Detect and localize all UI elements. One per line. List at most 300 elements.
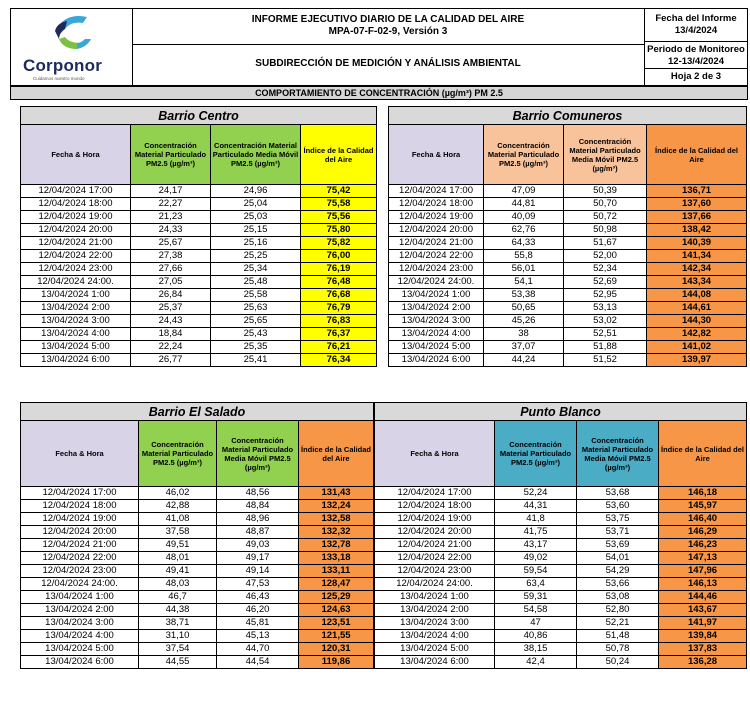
cell-datetime: 12/04/2024 24:00. [389,276,484,289]
cell-mobile: 50,98 [564,224,647,237]
cell-conc: 49,41 [139,565,217,578]
gap-cell [377,107,389,125]
cell-datetime: 12/04/2024 23:00 [389,263,484,276]
col-mobile: Concentración Material Particulado Media Móvil PM2.5 (µg/m³) [217,421,299,487]
cell-conc: 54,58 [495,604,577,617]
cell-mobile: 48,96 [217,513,299,526]
cell-index: 147,96 [659,565,747,578]
cell-datetime: 12/04/2024 19:00 [375,513,495,526]
cell-conc: 25,37 [131,302,211,315]
cell-datetime: 12/04/2024 20:00 [375,526,495,539]
cell-index: 143,67 [659,604,747,617]
cell-datetime: 13/04/2024 3:00 [21,617,139,630]
gap-cell [377,276,389,289]
section-title: COMPORTAMIENTO DE CONCENTRACIÓN (µg/m³) PM 2.5 [10,86,748,100]
cell-index: 145,97 [659,500,747,513]
cell-mobile: 52,69 [564,276,647,289]
table-row [21,198,747,211]
cell-index: 141,34 [647,250,747,263]
cell-conc: 27,05 [131,276,211,289]
gap-cell [377,211,389,224]
cell-index: 144,46 [659,591,747,604]
gap-cell [377,341,389,354]
cell-conc: 40,86 [495,630,577,643]
cell-index: 132,78 [299,539,374,552]
col-datetime: Fecha & Hora [389,125,484,185]
cell-conc: 44,24 [484,354,564,367]
col-datetime: Fecha & Hora [21,421,139,487]
cell-datetime: 13/04/2024 2:00 [21,302,131,315]
cell-datetime: 12/04/2024 23:00 [21,565,139,578]
cell-index: 142,34 [647,263,747,276]
report-code: MPA-07-F-02-9, Versión 3 [328,26,448,37]
gap-cell [377,263,389,276]
cell-conc: 38 [484,328,564,341]
cell-conc: 48,03 [139,578,217,591]
cell-conc: 62,76 [484,224,564,237]
table-row [21,604,747,617]
cell-conc: 64,33 [484,237,564,250]
cell-conc: 53,38 [484,289,564,302]
table-row [21,237,747,250]
cell-datetime: 12/04/2024 17:00 [375,487,495,500]
gap-cell [377,354,389,367]
cell-index: 128,47 [299,578,374,591]
cell-mobile: 49,14 [217,565,299,578]
cell-mobile: 48,84 [217,500,299,513]
cell-index: 136,71 [647,185,747,198]
cell-index: 76,19 [301,263,377,276]
cell-conc: 22,24 [131,341,211,354]
cell-mobile: 53,66 [577,578,659,591]
cell-datetime: 13/04/2024 1:00 [21,289,131,302]
cell-conc: 38,15 [495,643,577,656]
logo-cell [11,9,133,85]
cell-mobile: 52,21 [577,617,659,630]
cell-index: 76,83 [301,315,377,328]
cell-index: 76,37 [301,328,377,341]
cell-mobile: 54,01 [577,552,659,565]
cell-mobile: 44,54 [217,656,299,669]
cell-datetime: 13/04/2024 1:00 [389,289,484,302]
table-row [21,656,747,669]
cell-datetime: 12/04/2024 18:00 [375,500,495,513]
cell-datetime: 12/04/2024 24:00. [21,578,139,591]
cell-mobile: 46,43 [217,591,299,604]
cell-index: 147,13 [659,552,747,565]
cell-index: 76,34 [301,354,377,367]
cell-mobile: 53,02 [564,315,647,328]
cell-conc: 37,07 [484,341,564,354]
cell-mobile: 51,67 [564,237,647,250]
cell-conc: 37,58 [139,526,217,539]
cell-mobile: 53,08 [577,591,659,604]
cell-mobile: 50,70 [564,198,647,211]
report-title-cell [132,9,645,45]
cell-index: 123,51 [299,617,374,630]
top-stations-table [20,106,747,367]
report-title: INFORME EJECUTIVO DIARIO DE LA CALIDAD DEL AIRE [251,14,525,25]
cell-datetime: 12/04/2024 17:00 [21,487,139,500]
cell-conc: 49,51 [139,539,217,552]
cell-conc: 38,71 [139,617,217,630]
cell-index: 75,56 [301,211,377,224]
cell-mobile: 50,78 [577,643,659,656]
cell-conc: 63,4 [495,578,577,591]
cell-mobile: 51,48 [577,630,659,643]
cell-index: 76,79 [301,302,377,315]
report-header [10,8,748,86]
cell-conc: 27,66 [131,263,211,276]
cell-conc: 48,01 [139,552,217,565]
cell-datetime: 12/04/2024 22:00 [389,250,484,263]
cell-mobile: 53,13 [564,302,647,315]
cell-index: 141,02 [647,341,747,354]
cell-index: 146,18 [659,487,747,500]
cell-index: 132,58 [299,513,374,526]
cell-mobile: 24,96 [211,185,301,198]
cell-index: 146,13 [659,578,747,591]
table-row [21,513,747,526]
cell-conc: 26,84 [131,289,211,302]
cell-mobile: 51,52 [564,354,647,367]
cell-conc: 24,17 [131,185,211,198]
cell-index: 137,66 [647,211,747,224]
cell-index: 76,21 [301,341,377,354]
cell-datetime: 12/04/2024 22:00 [21,250,131,263]
cell-datetime: 12/04/2024 21:00 [21,237,131,250]
cell-index: 125,29 [299,591,374,604]
table-row [21,224,747,237]
cell-mobile: 53,71 [577,526,659,539]
cell-mobile: 52,51 [564,328,647,341]
cell-index: 131,43 [299,487,374,500]
cell-datetime: 12/04/2024 21:00 [389,237,484,250]
cell-mobile: 48,56 [217,487,299,500]
cell-mobile: 53,68 [577,487,659,500]
cell-datetime: 12/04/2024 17:00 [21,185,131,198]
cell-conc: 25,67 [131,237,211,250]
cell-conc: 44,81 [484,198,564,211]
report-date-label: Fecha del Informe [655,13,737,24]
cell-mobile: 25,48 [211,276,301,289]
cell-datetime: 13/04/2024 3:00 [389,315,484,328]
gap-cell [377,237,389,250]
cell-datetime: 12/04/2024 19:00 [389,211,484,224]
table-row [21,630,747,643]
gap-cell [377,185,389,198]
table-row [21,539,747,552]
cell-index: 75,58 [301,198,377,211]
table-row [21,565,747,578]
cell-conc: 54,1 [484,276,564,289]
cell-datetime: 13/04/2024 6:00 [21,656,139,669]
cell-datetime: 13/04/2024 4:00 [21,328,131,341]
col-index: Índice de la Calidad del Aire [301,125,377,185]
cell-index: 132,24 [299,500,374,513]
table-row [21,643,747,656]
cell-datetime: 12/04/2024 20:00 [21,224,131,237]
cell-datetime: 13/04/2024 6:00 [389,354,484,367]
cell-index: 76,48 [301,276,377,289]
cell-conc: 55,8 [484,250,564,263]
cell-datetime: 12/04/2024 20:00 [21,526,139,539]
cell-datetime: 13/04/2024 1:00 [21,591,139,604]
col-conc: Concentración Material Particulado PM2.5 (µg/m³) [495,421,577,487]
cell-mobile: 25,03 [211,211,301,224]
table-row [21,487,747,500]
cell-index: 121,55 [299,630,374,643]
org-tagline: Cuidamos nuestro mundo [33,76,85,81]
cell-conc: 21,23 [131,211,211,224]
table-row [21,211,747,224]
col-datetime: Fecha & Hora [375,421,495,487]
cell-index: 146,23 [659,539,747,552]
cell-index: 137,83 [659,643,747,656]
cell-datetime: 13/04/2024 4:00 [375,630,495,643]
cell-index: 143,34 [647,276,747,289]
cell-mobile: 50,39 [564,185,647,198]
cell-mobile: 25,34 [211,263,301,276]
cell-conc: 22,27 [131,198,211,211]
cell-conc: 46,02 [139,487,217,500]
cell-conc: 42,88 [139,500,217,513]
col-datetime: Fecha & Hora [21,125,131,185]
cell-mobile: 53,60 [577,500,659,513]
cell-datetime: 13/04/2024 4:00 [389,328,484,341]
station-title-comuneros: Barrio Comuneros [389,107,747,125]
cell-index: 146,29 [659,526,747,539]
cell-datetime: 12/04/2024 19:00 [21,211,131,224]
cell-conc: 41,08 [139,513,217,526]
cell-conc: 37,54 [139,643,217,656]
cell-datetime: 12/04/2024 22:00 [375,552,495,565]
cell-mobile: 46,20 [217,604,299,617]
cell-datetime: 12/04/2024 21:00 [21,539,139,552]
cell-datetime: 13/04/2024 5:00 [21,643,139,656]
cell-mobile: 45,13 [217,630,299,643]
cell-datetime: 12/04/2024 22:00 [21,552,139,565]
cell-mobile: 52,80 [577,604,659,617]
cell-datetime: 12/04/2024 23:00 [375,565,495,578]
cell-datetime: 13/04/2024 1:00 [375,591,495,604]
table-row [21,591,747,604]
table-row [21,289,747,302]
cell-mobile: 25,35 [211,341,301,354]
cell-datetime: 13/04/2024 6:00 [375,656,495,669]
table-row [21,302,747,315]
cell-mobile: 48,87 [217,526,299,539]
cell-mobile: 25,15 [211,224,301,237]
table-row [21,552,747,565]
col-mobile: Concentración Material Particulado Media Móvil PM2.5 (µg/m³) [211,125,301,185]
gap-cell [377,302,389,315]
cell-conc: 24,43 [131,315,211,328]
cell-mobile: 25,04 [211,198,301,211]
cell-datetime: 13/04/2024 6:00 [21,354,131,367]
cell-mobile: 25,65 [211,315,301,328]
cell-index: 140,39 [647,237,747,250]
cell-datetime: 12/04/2024 18:00 [21,500,139,513]
col-index: Índice de la Calidad del Aire [299,421,374,487]
cell-datetime: 13/04/2024 3:00 [21,315,131,328]
cell-mobile: 25,41 [211,354,301,367]
cell-conc: 41,75 [495,526,577,539]
cell-index: 119,86 [299,656,374,669]
gap-cell [377,289,389,302]
org-name: Corponor [23,56,103,75]
cell-index: 139,84 [659,630,747,643]
gap-cell [377,315,389,328]
cell-conc: 41,8 [495,513,577,526]
gap-cell [377,250,389,263]
table-row [21,578,747,591]
cell-conc: 27,38 [131,250,211,263]
cell-index: 76,00 [301,250,377,263]
subdirection: SUBDIRECCIÓN DE MEDICIÓN Y ANÁLISIS AMBIENTAL [132,45,645,85]
report-date-cell [645,9,747,42]
cell-datetime: 12/04/2024 18:00 [389,198,484,211]
bottom-stations-table [20,402,747,669]
cell-conc: 47,09 [484,185,564,198]
cell-conc: 42,4 [495,656,577,669]
table-row [21,328,747,341]
page-number: Hoja 2 de 3 [670,71,722,82]
cell-index: 75,82 [301,237,377,250]
cell-conc: 50,65 [484,302,564,315]
cell-index: 142,82 [647,328,747,341]
cell-datetime: 12/04/2024 17:00 [389,185,484,198]
cell-index: 124,63 [299,604,374,617]
col-conc: Concentración Material Particulado PM2.5 (µg/m³) [131,125,211,185]
cell-mobile: 25,58 [211,289,301,302]
station-title-centro: Barrio Centro [21,107,377,125]
cell-index: 138,42 [647,224,747,237]
table-row [21,263,747,276]
cell-mobile: 51,88 [564,341,647,354]
cell-conc: 59,54 [495,565,577,578]
cell-conc: 24,33 [131,224,211,237]
cell-mobile: 52,95 [564,289,647,302]
cell-conc: 44,31 [495,500,577,513]
cell-index: 144,30 [647,315,747,328]
cell-index: 75,80 [301,224,377,237]
gap-cell [377,198,389,211]
cell-index: 144,61 [647,302,747,315]
period-cell [645,42,747,69]
cell-index: 133,11 [299,565,374,578]
gap-cell [377,328,389,341]
cell-datetime: 12/04/2024 19:00 [21,513,139,526]
cell-datetime: 12/04/2024 18:00 [21,198,131,211]
cell-mobile: 49,03 [217,539,299,552]
cell-datetime: 13/04/2024 2:00 [389,302,484,315]
cell-conc: 40,09 [484,211,564,224]
cell-index: 132,32 [299,526,374,539]
cell-mobile: 25,25 [211,250,301,263]
report-date: 13/4/2024 [674,25,718,36]
table-row [21,526,747,539]
cell-conc: 59,31 [495,591,577,604]
cell-mobile: 25,43 [211,328,301,341]
cell-conc: 44,38 [139,604,217,617]
cell-mobile: 45,81 [217,617,299,630]
cell-mobile: 52,34 [564,263,647,276]
cell-index: 139,97 [647,354,747,367]
cell-index: 133,18 [299,552,374,565]
cell-datetime: 12/04/2024 24:00. [375,578,495,591]
cell-mobile: 47,53 [217,578,299,591]
cell-index: 76,68 [301,289,377,302]
cell-index: 120,31 [299,643,374,656]
cell-mobile: 50,72 [564,211,647,224]
cell-datetime: 12/04/2024 24:00. [21,276,131,289]
cell-conc: 26,77 [131,354,211,367]
station-title-salado: Barrio El Salado [21,403,374,421]
cell-conc: 44,55 [139,656,217,669]
cell-index: 136,28 [659,656,747,669]
cell-conc: 56,01 [484,263,564,276]
cell-datetime: 12/04/2024 23:00 [21,263,131,276]
table-row [21,276,747,289]
cell-conc: 49,02 [495,552,577,565]
table-row [21,354,747,367]
cell-index: 144,08 [647,289,747,302]
cell-datetime: 12/04/2024 21:00 [375,539,495,552]
cell-mobile: 53,75 [577,513,659,526]
cell-datetime: 13/04/2024 2:00 [21,604,139,617]
period-label: Periodo de Monitoreo [647,44,745,55]
cell-mobile: 54,29 [577,565,659,578]
cell-index: 146,40 [659,513,747,526]
table-row [21,250,747,263]
col-index: Índice de la Calidad del Aire [647,125,747,185]
cell-datetime: 13/04/2024 5:00 [21,341,131,354]
cell-datetime: 12/04/2024 20:00 [389,224,484,237]
cell-conc: 46,7 [139,591,217,604]
cell-datetime: 13/04/2024 5:00 [375,643,495,656]
cell-mobile: 53,69 [577,539,659,552]
cell-mobile: 49,17 [217,552,299,565]
cell-mobile: 50,24 [577,656,659,669]
cell-mobile: 52,00 [564,250,647,263]
table-row [21,315,747,328]
table-row [21,341,747,354]
cell-mobile: 25,16 [211,237,301,250]
col-conc: Concentración Material Particulado PM2.5 (µg/m³) [139,421,217,487]
cell-datetime: 13/04/2024 4:00 [21,630,139,643]
gap-cell [377,125,389,185]
cell-conc: 18,84 [131,328,211,341]
table-row [21,185,747,198]
col-index: Índice de la Calidad del Aire [659,421,747,487]
cell-datetime: 13/04/2024 2:00 [375,604,495,617]
cell-conc: 43,17 [495,539,577,552]
cell-mobile: 44,70 [217,643,299,656]
table-row [21,617,747,630]
table-row [21,500,747,513]
cell-conc: 31,10 [139,630,217,643]
cell-mobile: 25,63 [211,302,301,315]
col-mobile: Concentración Material Particulado Media Móvil PM2.5 (µg/m³) [577,421,659,487]
corponor-logo-icon [11,9,132,59]
col-mobile: Concentración Material Particulado Media Móvil PM2.5 (µg/m³) [564,125,647,185]
col-conc: Concentración Material Particulado PM2.5 (µg/m³) [484,125,564,185]
gap-cell [377,224,389,237]
cell-datetime: 13/04/2024 3:00 [375,617,495,630]
cell-datetime: 13/04/2024 5:00 [389,341,484,354]
cell-conc: 52,24 [495,487,577,500]
